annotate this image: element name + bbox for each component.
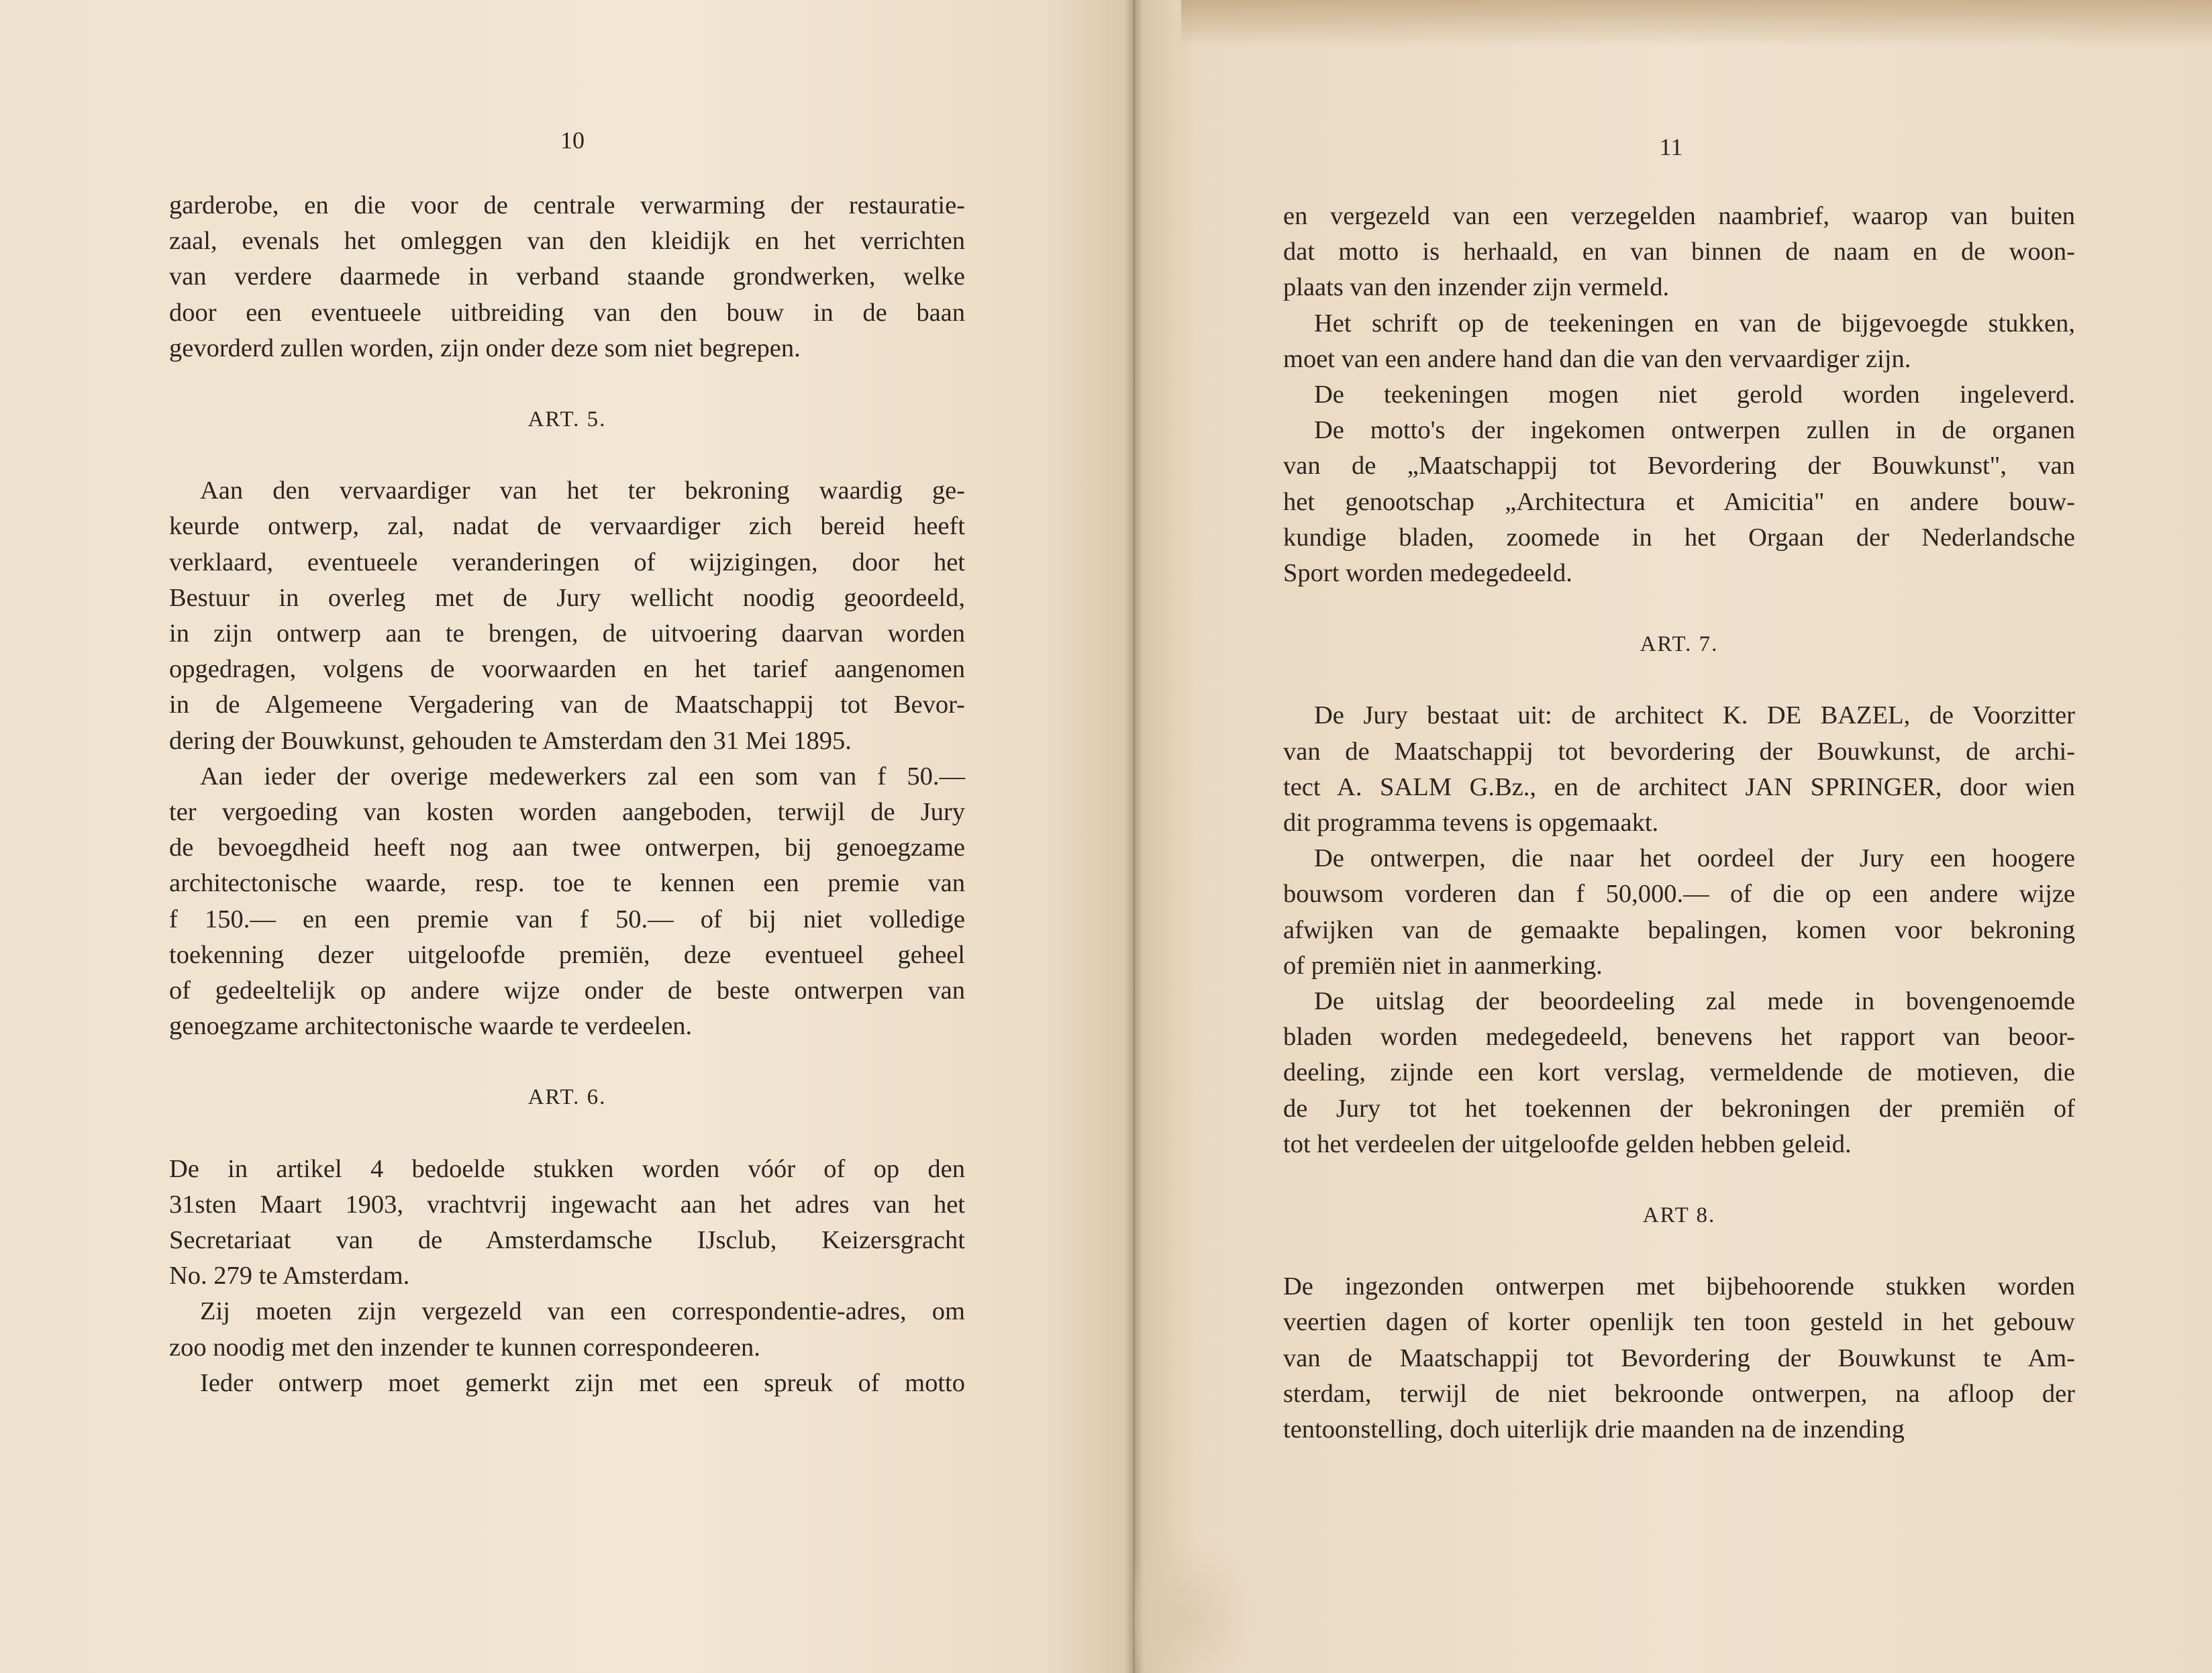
- paragraph-handwriting: [1283, 306, 2075, 377]
- text-line: van verdere daarmede in verband staande grondwerken, welke: [169, 262, 965, 291]
- text-line: of gedeeltelijk op andere wijze onder de beste ontwerpen van: [169, 976, 965, 1005]
- text-line: keurde ontwerp, zal, nadat de vervaardiger zich bereid heeft: [169, 512, 965, 541]
- text-line: Het schrift op de teekeningen en van de bijgevoegde stukken,: [1314, 309, 2075, 338]
- text-line: Aan ieder der overige medewerkers zal een som van f 50.—: [200, 762, 965, 791]
- text-line: architectonische waarde, resp. toe te kennen een premie van: [169, 869, 965, 898]
- text-line: veertien dagen of korter openlijk ten toon gesteld in het gebouw: [1283, 1308, 2075, 1337]
- text-line: dering der Bouwkunst, gehouden te Amsterdam den 31 Mei 1895.: [169, 726, 852, 755]
- text-line: verklaard, eventueele veranderingen of wijzigingen, door het: [169, 548, 965, 576]
- text-line: moet van een andere hand dan die van den vervaardiger zijn.: [1283, 344, 1911, 373]
- text-line: Aan den vervaardiger van het ter bekroning waardig ge-: [200, 476, 965, 505]
- text-line: door een eventueele uitbreiding van den bouw in de baan: [169, 298, 965, 327]
- text-line: sterdam, terwijl de niet bekroonde ontwerpen, na afloop der: [1283, 1379, 2075, 1408]
- article-heading-7: ART. 7.: [1640, 632, 1719, 657]
- text-line: opgedragen, volgens de voorwaarden en het tarief aangenomen: [169, 655, 965, 684]
- text-line: 31sten Maart 1903, vrachtvrij ingewacht aan het adres van het: [169, 1190, 965, 1219]
- text-line: De in artikel 4 bedoelde stukken worden vóór of op den: [169, 1154, 965, 1183]
- text-line: en vergezeld van een verzegelden naambrief, waarop van buiten: [1283, 202, 2075, 230]
- article-heading-5: ART. 5.: [527, 407, 607, 432]
- text-line: De uitslag der beoordeeling zal mede in bovengenoemde: [1314, 987, 2075, 1016]
- text-line: ter vergoeding van kosten worden aangeboden, terwijl de Jury: [169, 798, 965, 827]
- right-text-column: [1283, 199, 2075, 1448]
- text-line: tect A. SALM G.Bz., en de architect JAN SPRINGER, door wien: [1283, 772, 2075, 801]
- text-line: van de „Maatschappij tot Bevordering der Bouwkunst", van: [1283, 452, 2075, 480]
- text-line: afwijken van de gemaakte bepalingen, komen voor bekroning: [1283, 915, 2075, 944]
- paper-wear: [1134, 1537, 1255, 1673]
- text-line: f 150.— en een premie van f 50.— of bij niet volledige: [169, 905, 965, 933]
- text-line: bouwsom vorderen dan f 50,000.— of die op een andere wijze: [1283, 880, 2075, 909]
- article-6-paragraph-3: [169, 1366, 965, 1401]
- text-line: de bevoegdheid heeft nog aan twee ontwerpen, bij genoegzame: [169, 833, 965, 862]
- book-gutter: [1125, 0, 1144, 1673]
- article-5-paragraph-1: [169, 473, 965, 759]
- article-heading-8: ART 8.: [1642, 1203, 1716, 1228]
- text-line: kundige bladen, zoomede in het Orgaan der Nederlandsche: [1283, 523, 2075, 552]
- page-number-left: 10: [560, 127, 585, 154]
- text-line: dit programma tevens is opgemaakt.: [1283, 809, 1659, 838]
- article-7-paragraph-3: [1283, 984, 2075, 1162]
- text-line: Sport worden medegedeeld.: [1283, 559, 1572, 588]
- text-line: bladen worden medegedeeld, benevens het rapport van beoor-: [1283, 1023, 2075, 1052]
- article-7-paragraph-1: [1283, 698, 2075, 841]
- paragraph-drawings: [1283, 377, 2075, 413]
- left-text-column: [169, 188, 965, 1401]
- text-line: toekenning dezer uitgeloofde premiën, deze eventueel geheel: [169, 940, 965, 969]
- text-line: De ontwerpen, die naar het oordeel der Jury een hoogere: [1314, 844, 2075, 873]
- text-line: gevorderd zullen worden, zijn onder deze som niet begrepen.: [169, 334, 801, 362]
- text-line: Secretariaat van de Amsterdamsche IJsclub, Keizersgracht: [169, 1226, 965, 1255]
- text-line: Bestuur in overleg met de Jury wellicht noodig geoordeeld,: [169, 583, 965, 612]
- text-line: De Jury bestaat uit: de architect K. DE BAZEL, de Voorzitter: [1314, 701, 2075, 730]
- paragraph-mottos: [1283, 413, 2075, 591]
- text-line: dat motto is herhaald, en van binnen de naam en de woon-: [1283, 238, 2075, 266]
- text-line: het genootschap „Architectura et Amicitia" en andere bouw-: [1283, 487, 2075, 516]
- text-line: tot het verdeelen der uitgeloofde gelden hebben geleid.: [1283, 1129, 1852, 1158]
- text-line: van de Maatschappij tot Bevordering der Bouwkunst te Am-: [1283, 1344, 2075, 1372]
- text-line: De motto's der ingekomen ontwerpen zullen in de organen: [1314, 416, 2075, 445]
- text-line: garderobe, en die voor de centrale verwarming der restauratie-: [169, 191, 965, 219]
- text-line: de Jury tot het toekennen der bekroningen der premiën of: [1283, 1094, 2075, 1123]
- intro-paragraph: [169, 188, 965, 366]
- article-6-paragraph-2: [169, 1294, 965, 1365]
- text-line: of premiën niet in aanmerking.: [1283, 951, 1603, 980]
- text-line: tentoonstelling, doch uiterlijk drie maanden na de inzending: [1283, 1415, 1905, 1444]
- continuation-paragraph: [1283, 199, 2075, 306]
- text-line: No. 279 te Amsterdam.: [169, 1262, 410, 1290]
- text-line: plaats van den inzender zijn vermeld.: [1283, 273, 1670, 302]
- text-line: zoo noodig met den inzender te kunnen correspondeeren.: [169, 1333, 760, 1362]
- article-7-paragraph-2: [1283, 841, 2075, 984]
- article-8-paragraph-1: [1283, 1269, 2075, 1448]
- text-line: De ingezonden ontwerpen met bijbehoorende stukken worden: [1283, 1272, 2075, 1301]
- text-line: genoegzame architectonische waarde te verdeelen.: [169, 1012, 693, 1041]
- article-heading-6: ART. 6.: [527, 1085, 607, 1110]
- text-line: in de Algemeene Vergadering van de Maatschappij tot Bevor-: [169, 691, 965, 719]
- text-line: deeling, zijnde een kort verslag, vermeldende de motieven, die: [1283, 1058, 2075, 1087]
- article-5-paragraph-2: [169, 759, 965, 1045]
- article-6-paragraph-1: [169, 1152, 965, 1295]
- text-line: Zij moeten zijn vergezeld van een correspondentie-adres, om: [200, 1297, 965, 1326]
- text-line: in zijn ontwerp aan te brengen, de uitvoering daarvan worden: [169, 619, 965, 648]
- paper-stain: [1181, 0, 2212, 47]
- text-line: van de Maatschappij tot bevordering der Bouwkunst, de archi-: [1283, 737, 2075, 766]
- text-line: zaal, evenals het omleggen van den kleidijk en het verrichten: [169, 227, 965, 256]
- text-line: Ieder ontwerp moet gemerkt zijn met een spreuk of motto: [200, 1368, 965, 1397]
- text-line: De teekeningen mogen niet gerold worden ingeleverd.: [1314, 381, 2075, 409]
- page-number-right: 11: [1659, 134, 1683, 160]
